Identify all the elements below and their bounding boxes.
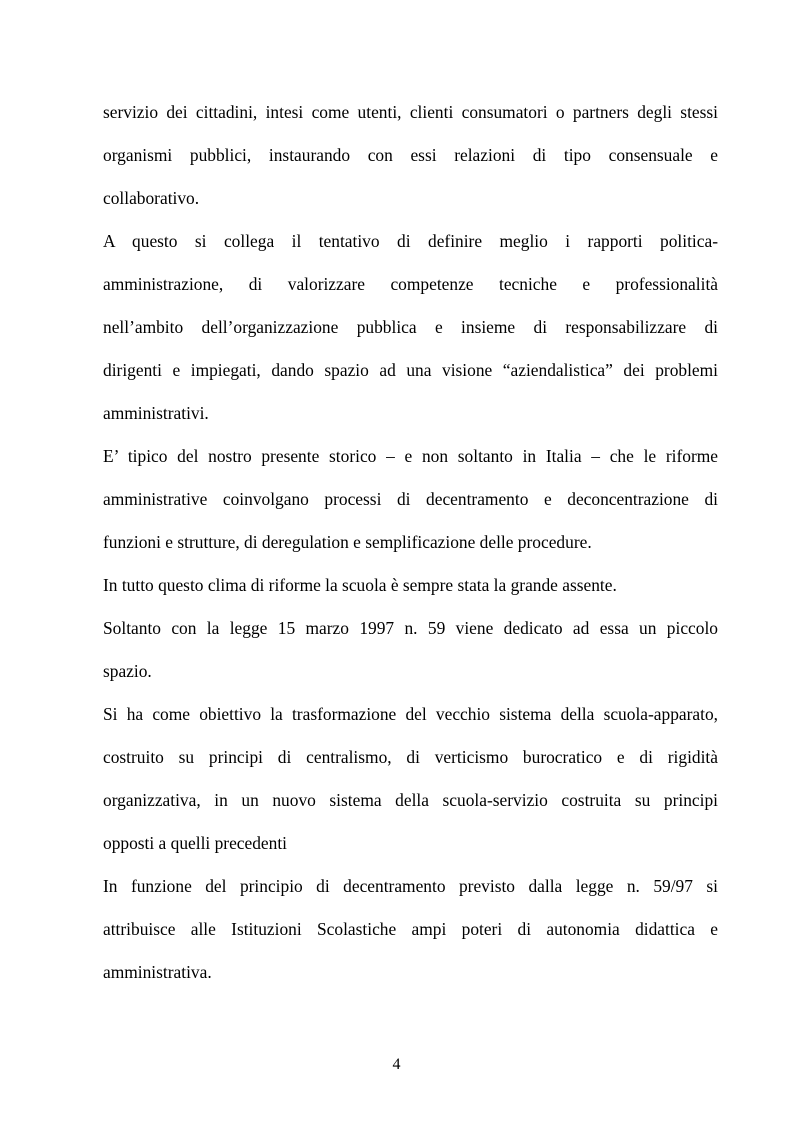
text-line: Soltanto con la legge 15 marzo 1997 n. 59 viene dedicato ad essa un piccolo [103,618,718,638]
page-number: 4 [392,1056,401,1073]
paragraph-6 [103,693,718,865]
text-line: Si ha come obiettivo la trasformazione del vecchio sistema della scuola-apparato, [103,704,718,724]
text-line: costruito su principi di centralismo, di verticismo burocratico e di rigidità [103,747,718,767]
paragraph-2 [103,220,718,435]
text-line: organizzativa, in un nuovo sistema della scuola-servizio costruita su principi [103,790,718,810]
text-line: collaborativo. [103,188,200,208]
paragraph-7 [103,865,718,994]
text-line: attribuisce alle Istituzioni Scolastiche ampi poteri di autonomia didattica e [103,919,718,939]
text-line: funzioni e strutture, di deregulation e semplificazione delle procedure. [103,532,592,552]
text-line: In tutto questo clima di riforme la scuola è sempre stata la grande assente. [103,575,617,595]
text-line: In funzione del principio di decentramento previsto dalla legge n. 59/97 si [103,876,718,896]
body-text [103,91,718,994]
paragraph-4 [103,564,718,607]
text-line: E’ tipico del nostro presente storico – e non soltanto in Italia – che le riforme [103,446,718,466]
text-line: opposti a quelli precedenti [103,833,287,853]
text-line: amministrazione, di valorizzare competenze tecniche e professionalità [103,274,718,294]
text-line: amministrativa. [103,962,212,982]
text-line: dirigenti e impiegati, dando spazio ad una visione “aziendalistica” dei problemi [103,360,718,380]
text-line: servizio dei cittadini, intesi come utenti, clienti consumatori o partners degli stessi [103,102,718,122]
text-line: spazio. [103,661,152,681]
text-line: nell’ambito dell’organizzazione pubblica e insieme di responsabilizzare di [103,317,718,337]
paragraph-3 [103,435,718,564]
text-line: organismi pubblici, instaurando con essi relazioni di tipo consensuale e [103,145,718,165]
paragraph-1 [103,91,718,220]
text-line: A questo si collega il tentativo di definire meglio i rapporti politica- [103,231,718,251]
text-line: amministrativi. [103,403,209,423]
paragraph-5 [103,607,718,693]
text-line: amministrative coinvolgano processi di decentramento e deconcentrazione di [103,489,718,509]
